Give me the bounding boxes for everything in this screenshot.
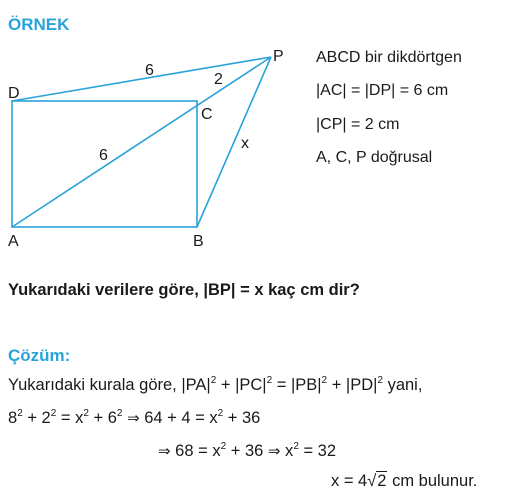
- sol1-text-b: + |PC|: [216, 376, 267, 394]
- sol1-text-d: + |PD|: [327, 376, 378, 394]
- vertex-label-a: A: [8, 233, 19, 250]
- segment-dp: [12, 57, 271, 101]
- sol1-text-c: = |PB|: [272, 376, 322, 394]
- question-text: Yukarıdaki verilere göre, |BP| = x kaç cm dir?: [8, 281, 360, 299]
- radicand: 2: [377, 472, 387, 490]
- implies-arrow-icon: ⇒: [127, 409, 140, 427]
- solution-heading: Çözüm:: [8, 346, 71, 365]
- solution-line-3: [158, 442, 336, 461]
- sol1-text-e: yani,: [382, 376, 423, 394]
- segment-label-ac: 6: [99, 147, 108, 164]
- sol3-text-d: = 32: [298, 442, 337, 460]
- sol2-text-a: 8: [8, 409, 18, 427]
- sol4-text-b: cm bulunur.: [387, 472, 478, 490]
- segment-label-cp: 2: [214, 71, 223, 88]
- sol2-exp-a: 2: [17, 408, 23, 419]
- segment-label-bp: x: [241, 135, 249, 152]
- sol3-text-c: x: [280, 442, 294, 460]
- segment-label-dp: 6: [145, 62, 154, 79]
- sol2-text-b: + 2: [22, 409, 51, 427]
- segment-bp: [197, 57, 271, 227]
- solution-line-2: [8, 409, 260, 428]
- sol1-exp-4: 2: [377, 375, 383, 386]
- radical-sign-icon: √: [367, 472, 377, 490]
- implies-arrow-icon: ⇒: [267, 442, 281, 460]
- sol3-exp-a: 2: [220, 441, 227, 452]
- vertex-label-d: D: [8, 85, 20, 102]
- segment-ap: [12, 57, 271, 227]
- sol1-exp-3: 2: [321, 375, 328, 386]
- sol1-exp-2: 2: [266, 375, 273, 386]
- geometry-figure: [0, 0, 300, 255]
- sol2-text-d: + 6: [88, 409, 117, 427]
- given-rectangle: ABCD bir dikdörtgen: [316, 49, 462, 66]
- vertex-label-c: C: [201, 106, 213, 123]
- example-heading: ÖRNEK: [8, 15, 70, 34]
- sol2-text-g: + 36: [223, 409, 261, 427]
- sol1-exp-1: 2: [210, 375, 217, 386]
- sol2-text-c: = x: [56, 409, 84, 427]
- implies-arrow-icon: ⇒: [158, 442, 171, 460]
- sol3-text-a: 68 = x: [170, 442, 221, 460]
- sol3-text-b: + 36: [226, 442, 268, 460]
- given-lengths-ac-dp: |AC| = |DP| = 6 cm: [316, 82, 449, 99]
- sol4-text-a: x = 4: [331, 472, 368, 490]
- sol3-exp-c: 2: [293, 441, 299, 452]
- solution-line-1: [8, 376, 422, 395]
- sol2-exp-c: 2: [83, 408, 89, 419]
- given-length-cp: |CP| = 2 cm: [316, 116, 400, 133]
- vertex-label-p: P: [273, 48, 284, 65]
- sol2-exp-b: 2: [50, 408, 57, 419]
- vertex-label-b: B: [193, 233, 204, 250]
- sol2-text-f: 64 + 4 = x: [139, 409, 218, 427]
- square-root: [367, 472, 387, 491]
- solution-line-4: [331, 472, 477, 491]
- sol1-text-a: Yukarıdaki kurala göre, |PA|: [8, 376, 211, 394]
- given-collinear: A, C, P doğrusal: [316, 149, 433, 166]
- sol2-exp-d: 2: [116, 408, 123, 419]
- sol2-exp-f: 2: [217, 408, 224, 419]
